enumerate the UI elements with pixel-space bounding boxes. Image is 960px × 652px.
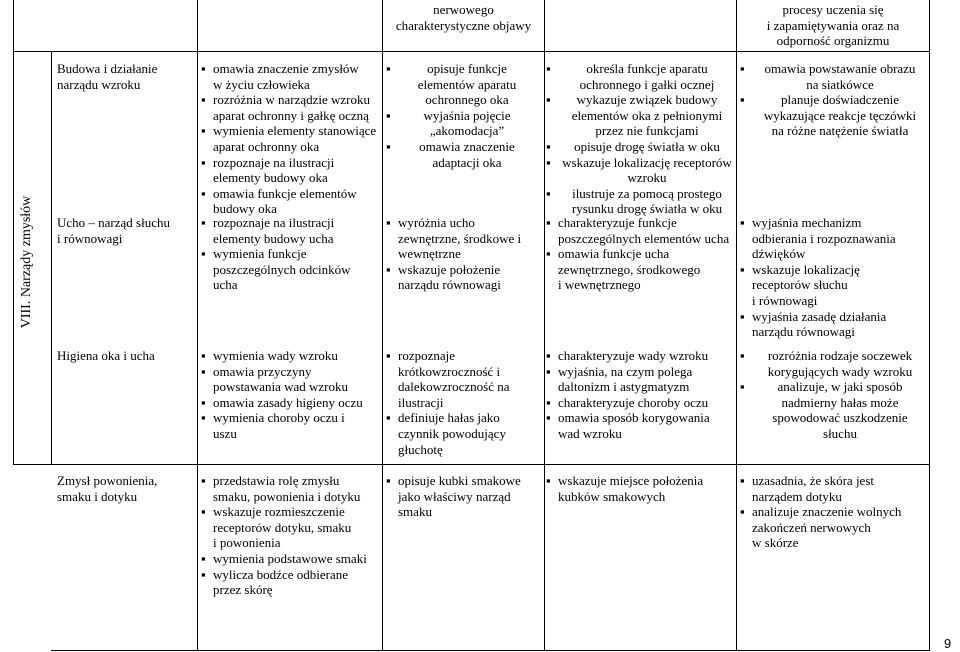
cell-text-line <box>546 92 736 108</box>
cell-r2c4 <box>386 215 536 293</box>
table-border-row4 <box>13 464 930 465</box>
bullet-icon: ▪ <box>201 504 206 520</box>
cell-text-line <box>740 277 928 293</box>
cell-text: wewnętrzne <box>398 246 461 262</box>
cell-text: w skórze <box>752 535 799 551</box>
cell-text: rozpoznaje na ilustracji <box>213 154 335 170</box>
cell-text: omawia przyczyny <box>213 363 312 379</box>
cell-text: definiuje hałas jako <box>398 410 500 426</box>
header-col4 <box>383 2 544 33</box>
bullet-icon: ▪ <box>201 550 206 566</box>
cell-text: narządu równowagi <box>398 277 501 293</box>
cell-text-line <box>201 61 383 77</box>
cell-text: rozróżnia w narządzie wzroku <box>213 92 370 108</box>
cell-text-line <box>201 535 383 551</box>
bullet-icon: ▪ <box>386 107 391 123</box>
header-col6-line: odporność organizmu <box>776 33 890 49</box>
cell-text-line <box>546 231 736 247</box>
header-col6 <box>737 2 929 49</box>
topic-ear <box>57 215 195 246</box>
cell-text-line <box>386 108 536 124</box>
cell-text: przedstawia rolę zmysłu <box>213 473 340 488</box>
cell-text-line <box>740 348 928 364</box>
cell-text: charakteryzuje choroby oczu <box>558 394 709 410</box>
cell-text: charakteryzuje wady wzroku <box>558 348 709 363</box>
cell-text-line <box>201 123 383 139</box>
table-border-col3 <box>197 0 198 651</box>
cell-text-line <box>386 92 536 108</box>
cell-text: elementów aparatu <box>417 76 517 92</box>
bullet-icon: ▪ <box>546 246 551 262</box>
cell-text-line <box>386 61 536 77</box>
cell-r4c3 <box>201 473 383 598</box>
cell-text: wyjaśnia, na czym polega <box>558 363 693 379</box>
cell-text-line <box>386 277 536 293</box>
topic-vision <box>57 61 195 92</box>
cell-text: na siatkówce <box>806 76 874 92</box>
bullet-icon: ▪ <box>546 363 551 379</box>
bullet-icon: ▪ <box>740 379 745 395</box>
cell-text: wyjaśnia zasadę działania <box>752 308 887 324</box>
cell-text: ochronnego oka <box>425 92 509 108</box>
cell-text: rozróżnia rodzaje soczewek <box>767 348 913 363</box>
cell-text: dalekowzroczność na <box>398 379 510 395</box>
cell-text-line <box>201 77 383 93</box>
cell-text: wskazuje rozmieszczenie <box>213 504 345 520</box>
cell-text: wad wzroku <box>558 425 622 441</box>
bullet-icon: ▪ <box>386 215 391 230</box>
cell-text: spowodować uszkodzenie <box>772 410 908 426</box>
cell-text-line <box>201 489 383 505</box>
bullet-icon: ▪ <box>740 261 745 277</box>
topic-line: Higiena oka i ucha <box>57 348 155 363</box>
cell-text: adaptacji oka <box>432 154 502 170</box>
bullet-icon: ▪ <box>546 473 551 488</box>
cell-text-line <box>546 123 736 139</box>
cell-text-line <box>740 410 928 426</box>
cell-text: rozpoznaje na ilustracji <box>213 215 335 230</box>
cell-text-line <box>201 582 383 598</box>
cell-text: zewnętrzne, środkowe i <box>398 230 522 246</box>
cell-text-line <box>386 504 536 520</box>
cell-text: wskazuje lokalizację <box>752 261 860 277</box>
header-col6-line: procesy uczenia się <box>782 2 884 17</box>
cell-text-line <box>740 262 928 278</box>
cell-text: odbierania i rozpoznawania <box>752 230 896 246</box>
cell-text: kubków smakowych <box>558 488 666 504</box>
cell-text-line <box>740 364 928 380</box>
cell-text-line <box>546 215 736 231</box>
cell-text: wykazuje związek budowy <box>576 92 718 108</box>
cell-text-line <box>201 231 383 247</box>
cell-text-line <box>386 77 536 93</box>
cell-text: wskazuje lokalizację receptorów <box>562 154 732 170</box>
cell-text: nadmierny hałas może <box>781 394 899 410</box>
cell-text: wyjaśnia pojęcie <box>423 107 511 123</box>
cell-text: opisuje kubki smakowe <box>398 473 521 488</box>
table-border-header <box>13 51 930 52</box>
cell-text-line <box>201 139 383 155</box>
bullet-icon: ▪ <box>201 215 206 230</box>
cell-text: wymienia podstawowe smaki <box>213 550 367 566</box>
cell-text-line <box>546 364 736 380</box>
bullet-icon: ▪ <box>386 473 391 488</box>
cell-r3c6 <box>740 348 928 442</box>
cell-text-line <box>386 364 536 380</box>
cell-text: smaku, powonienia i dotyku <box>213 488 361 504</box>
cell-r1c6 <box>740 61 928 139</box>
cell-text: omawia funkcje ucha <box>558 246 670 262</box>
cell-text-line <box>386 473 536 489</box>
topic-line: Budowa i działanie <box>57 61 158 76</box>
table-border-col6 <box>736 0 737 651</box>
bullet-icon: ▪ <box>740 92 745 108</box>
cell-text-line <box>201 379 383 395</box>
cell-text: poszczególnych elementów ucha <box>558 230 730 246</box>
cell-text: wykazujące reakcje tęczówki <box>763 107 917 123</box>
bullet-icon: ▪ <box>740 348 745 363</box>
cell-r2c6 <box>740 215 928 340</box>
cell-text-line <box>546 139 736 155</box>
cell-text-line <box>386 231 536 247</box>
cell-text-line <box>740 535 928 551</box>
cell-text: narządem dotyku <box>752 488 842 504</box>
bullet-icon: ▪ <box>201 61 206 76</box>
cell-r2c5 <box>546 215 736 293</box>
cell-text-line <box>740 324 928 340</box>
cell-text: rysunku drogę światła w oku <box>571 201 723 217</box>
cell-text: analizuje, w jaki sposób <box>777 379 903 395</box>
cell-text-line <box>546 155 736 171</box>
bullet-icon: ▪ <box>546 185 551 201</box>
bullet-icon: ▪ <box>201 185 206 201</box>
table-border-right <box>929 0 930 651</box>
cell-text: poszczególnych odcinków <box>213 261 351 277</box>
cell-text: czynnik powodujący <box>398 425 506 441</box>
cell-text-line <box>386 123 536 139</box>
bullet-icon: ▪ <box>386 261 391 277</box>
cell-text: wzroku <box>627 170 667 186</box>
cell-text-line <box>546 186 736 202</box>
cell-text: elementów oka z pełnionymi <box>571 107 723 123</box>
cell-text: budowy oka <box>213 201 277 217</box>
table-border-col2 <box>51 52 52 465</box>
cell-text-line <box>546 277 736 293</box>
bullet-icon: ▪ <box>740 308 745 324</box>
cell-text: powstawania wad wzroku <box>213 379 349 395</box>
cell-text: omawia funkcje elementów <box>213 185 357 201</box>
cell-text: omawia powstawanie obrazu <box>764 61 916 76</box>
cell-text-line <box>546 262 736 278</box>
cell-r3c4 <box>386 348 536 457</box>
cell-text: dźwięków <box>752 246 806 262</box>
cell-text-line <box>201 186 383 202</box>
cell-text-line <box>740 426 928 442</box>
cell-text: wylicza bodźce odbierane <box>213 566 348 582</box>
cell-text: opisuje funkcje <box>427 61 507 76</box>
cell-text-line <box>740 473 928 489</box>
bullet-icon: ▪ <box>386 138 391 154</box>
cell-text-line <box>740 108 928 124</box>
cell-r2c3 <box>201 215 383 293</box>
cell-text: ilustracji <box>398 394 444 410</box>
topic-line: i równowagi <box>57 230 123 246</box>
bullet-icon: ▪ <box>546 394 551 410</box>
cell-text-line <box>201 277 383 293</box>
cell-text-line <box>201 215 383 231</box>
cell-text: opisuje drogę światła w oku <box>574 138 720 154</box>
cell-text-line <box>546 170 736 186</box>
cell-text-line <box>386 215 536 231</box>
cell-text-line <box>201 170 383 186</box>
cell-text-line <box>201 348 383 364</box>
cell-text-line <box>546 108 736 124</box>
cell-text: w życiu człowieka <box>213 76 310 92</box>
table-border-left <box>13 0 14 465</box>
cell-text-line <box>740 504 928 520</box>
cell-text: wskazuje miejsce położenia <box>558 473 704 488</box>
cell-text: narządu równowagi <box>752 324 855 340</box>
bullet-icon: ▪ <box>546 138 551 154</box>
cell-text-line <box>201 92 383 108</box>
cell-text: planuje doświadczenie <box>780 92 900 108</box>
cell-text-line <box>740 77 928 93</box>
table-border-col5 <box>544 0 545 651</box>
bullet-icon: ▪ <box>201 473 206 488</box>
cell-text-line <box>740 61 928 77</box>
bullet-icon: ▪ <box>546 92 551 108</box>
bullet-icon: ▪ <box>740 215 745 230</box>
cell-text-line <box>740 489 928 505</box>
cell-text-line <box>201 410 383 426</box>
cell-text-line <box>546 348 736 364</box>
bullet-icon: ▪ <box>740 504 745 520</box>
cell-text: ochronnego i gałki ocznej <box>579 76 715 92</box>
section-label <box>17 60 37 464</box>
cell-text-line <box>386 442 536 458</box>
topic-hygiene <box>57 348 195 364</box>
cell-r4c4 <box>386 473 536 520</box>
cell-text-line <box>201 551 383 567</box>
cell-text-line <box>201 108 383 124</box>
cell-text: rozpoznaje <box>398 348 456 363</box>
cell-text: i wewnętrznego <box>558 277 641 293</box>
bullet-icon: ▪ <box>201 154 206 170</box>
cell-text-line <box>740 395 928 411</box>
bullet-icon: ▪ <box>201 123 206 139</box>
cell-text: jako właściwy narząd <box>398 488 511 504</box>
cell-text: aparat ochronny i gałkę oczną <box>213 107 369 123</box>
cell-text: analizuje znaczenie wolnych <box>752 504 902 520</box>
cell-text: wskazuje położenie <box>398 261 501 277</box>
bullet-icon: ▪ <box>546 61 551 76</box>
cell-text: omawia znaczenie zmysłów <box>213 61 359 76</box>
cell-text-line <box>386 262 536 278</box>
cell-text-line <box>546 77 736 93</box>
cell-text-line <box>386 426 536 442</box>
topic-line: smaku i dotyku <box>57 488 138 504</box>
cell-text: i powonienia <box>213 535 281 551</box>
header-col4-line: nerwowego <box>433 2 494 17</box>
cell-text: krótkowzroczność i <box>398 363 501 379</box>
bullet-icon: ▪ <box>201 410 206 426</box>
cell-r4c6 <box>740 473 928 551</box>
bullet-icon: ▪ <box>546 215 551 230</box>
cell-text-line <box>201 567 383 583</box>
cell-text: uszu <box>213 425 237 441</box>
cell-r3c5 <box>546 348 736 442</box>
cell-text-line <box>201 520 383 536</box>
bullet-icon: ▪ <box>546 348 551 363</box>
cell-text: zewnętrznego, środkowego <box>558 261 701 277</box>
cell-text: wymienia wady wzroku <box>213 348 338 363</box>
bullet-icon: ▪ <box>386 348 391 363</box>
cell-text-line <box>740 293 928 309</box>
cell-text: przez skórę <box>213 582 273 598</box>
cell-r3c3 <box>201 348 383 442</box>
cell-r1c3 <box>201 61 383 217</box>
bullet-icon: ▪ <box>386 61 391 76</box>
cell-text-line <box>740 520 928 536</box>
cell-text-line <box>546 410 736 426</box>
cell-text-line <box>201 246 383 262</box>
cell-text-line <box>740 215 928 231</box>
cell-text: elementy budowy ucha <box>213 230 334 246</box>
bullet-icon: ▪ <box>201 92 206 108</box>
cell-text: wyróżnia ucho <box>398 215 475 230</box>
bullet-icon: ▪ <box>546 410 551 426</box>
cell-text: uzasadnia, że skóra jest <box>752 473 875 488</box>
cell-text: wymienia choroby oczu i <box>213 410 345 426</box>
cell-text-line <box>546 489 736 505</box>
cell-r1c4 <box>386 61 536 170</box>
bullet-icon: ▪ <box>201 566 206 582</box>
cell-text-line <box>386 410 536 426</box>
cell-text-line <box>201 504 383 520</box>
cell-text: wymienia elementy stanowiące <box>213 123 377 139</box>
cell-text-line <box>386 246 536 262</box>
cell-text: omawia zasady higieny oczu <box>213 394 363 410</box>
topic-line: narządu wzroku <box>57 76 141 92</box>
cell-text: na różne natężenie światła <box>771 123 909 139</box>
bullet-icon: ▪ <box>386 410 391 426</box>
cell-text: ucha <box>213 277 238 293</box>
cell-text: zakończeń nerwowych <box>752 519 871 535</box>
cell-text-line <box>201 395 383 411</box>
cell-text: daltonizm i astygmatyzm <box>558 379 690 395</box>
cell-text-line <box>386 348 536 364</box>
cell-text: słuchu <box>823 425 857 441</box>
cell-r4c5 <box>546 473 736 504</box>
cell-text-line <box>201 426 383 442</box>
cell-text-line <box>546 473 736 489</box>
cell-text: receptorów dotyku, smaku <box>213 519 352 535</box>
topic-line: Ucho – narząd słuchu <box>57 215 170 230</box>
cell-text-line <box>740 309 928 325</box>
topic-line: Zmysł powonienia, <box>57 473 158 488</box>
cell-text-line <box>546 379 736 395</box>
cell-text-line <box>386 155 536 171</box>
cell-text-line <box>386 139 536 155</box>
bullet-icon: ▪ <box>546 154 551 170</box>
bullet-icon: ▪ <box>201 246 206 262</box>
cell-text-line <box>546 61 736 77</box>
page-number: 9 <box>944 636 952 651</box>
topic-senses <box>57 473 195 504</box>
cell-text: receptorów słuchu <box>752 277 848 293</box>
cell-text: korygujących wady wzroku <box>767 363 913 379</box>
cell-text: ilustruje za pomocą prostego <box>572 185 722 201</box>
cell-text-line <box>546 426 736 442</box>
cell-text-line <box>740 246 928 262</box>
cell-text-line <box>201 262 383 278</box>
cell-text: charakteryzuje funkcje <box>558 215 677 230</box>
cell-text-line <box>386 379 536 395</box>
cell-text-line <box>386 395 536 411</box>
cell-text-line <box>201 364 383 380</box>
cell-text-line <box>546 246 736 262</box>
header-col4-line: charakterystyczne objawy <box>395 17 532 33</box>
cell-text-line <box>201 155 383 171</box>
section-label-text: VIII. Narządy zmysłów <box>19 195 35 329</box>
bullet-icon: ▪ <box>740 473 745 488</box>
header-col6-line: i zapamiętywania oraz na <box>766 17 900 33</box>
cell-r1c5 <box>546 61 736 217</box>
cell-text: głuchotę <box>398 441 443 457</box>
cell-text: i równowagi <box>752 292 818 308</box>
bullet-icon: ▪ <box>201 348 206 363</box>
cell-text: „akomodacja” <box>429 123 505 139</box>
cell-text: przez nie funkcjami <box>595 123 699 139</box>
cell-text-line <box>546 395 736 411</box>
cell-text: elementy budowy oka <box>213 170 328 186</box>
cell-text-line <box>740 123 928 139</box>
cell-text-line <box>740 92 928 108</box>
cell-text: wyjaśnia mechanizm <box>752 215 862 230</box>
cell-text: wymienia funkcje <box>213 246 307 262</box>
cell-text-line <box>201 473 383 489</box>
cell-text-line <box>386 489 536 505</box>
cell-text-line <box>740 379 928 395</box>
cell-text: omawia znaczenie <box>419 138 515 154</box>
cell-text: omawia sposób korygowania <box>558 410 710 426</box>
bullet-icon: ▪ <box>740 61 745 76</box>
bullet-icon: ▪ <box>201 394 206 410</box>
cell-text-line <box>740 231 928 247</box>
bullet-icon: ▪ <box>201 363 206 379</box>
cell-text: aparat ochronny oka <box>213 138 320 154</box>
cell-text: smaku <box>398 504 432 520</box>
cell-text: określa funkcje aparatu <box>586 61 708 76</box>
